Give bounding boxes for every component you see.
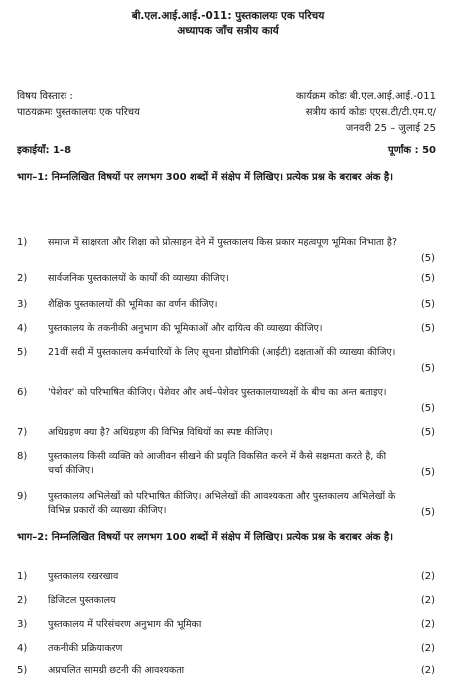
question-number: 1): [17, 571, 28, 582]
question-number: 5): [17, 665, 28, 676]
question-text: अधिग्रहण क्या है? अधिग्रहण की विभिन्न विधियों का स्पष्ट कीजिए।: [48, 427, 273, 438]
max-marks: पूर्णांक : 50: [387, 145, 436, 156]
question-number: 3): [17, 299, 28, 310]
question-text: शैक्षिक पुस्तकालयों की भूमिका का वर्णन कीजिए।: [48, 299, 218, 310]
course-title: पाठयक्रमः पुस्तकालयः एक परिचय: [17, 107, 140, 118]
question-number: 4): [17, 323, 28, 334]
question-number: 8): [17, 451, 28, 462]
question-text: पुस्तकालय में परिसंचरण अनुभाग की भूमिका: [48, 619, 202, 630]
question-text: सार्वजनिक पुस्तकालयों के कार्यों की व्याख्या कीजिए।: [48, 273, 229, 284]
question-marks: (5): [420, 467, 435, 478]
question-marks: (5): [420, 273, 435, 284]
question-text: पुस्तकालय अभिलेखों को परिभाषित कीजिए। अभिलेखों की आवश्यकता और पुस्तकालय अभिलेखों के विभिन्न प्रकारों की व्याख्या कीजिए।: [48, 491, 396, 516]
question-number: 2): [17, 595, 28, 606]
question-number: 9): [17, 491, 28, 502]
assignment-code: सत्रीय कार्य कोडः एएस.टी/टी.एम.ए/: [305, 107, 436, 118]
section2-instruction: भाग–2: निम्नलिखित विषयों पर लगभग 100 शब्दों में संक्षेप में लिखिए। प्रत्येक प्रश्न के बराबर अंक है।: [17, 532, 394, 543]
document-title: बी.एल.आई.आई.-011: पुस्तकालयः एक परिचय: [131, 10, 325, 22]
course-code: कार्यक्रम कोडः बी.एल.आई.आई.-011: [295, 91, 436, 102]
session: जनवरी 25 – जुलाई 25: [345, 123, 436, 134]
question-text: तकनीकी प्रक्रियाकरण: [48, 643, 123, 654]
question-marks: (5): [420, 403, 435, 414]
subject-label: विषय विस्तारः :: [17, 91, 73, 102]
question-number: 1): [17, 237, 28, 248]
question-text: 'पेशेवर' को परिभाषित कीजिए। पेशेवर और अर्ध–पेशेवर पुस्तकालयाध्यक्षों के बीच का अन्त बताइए।: [48, 387, 387, 398]
question-marks: (5): [420, 363, 435, 374]
section1-instruction: भाग–1: निम्नलिखित विषयों पर लगभग 300 शब्दों में संक्षेप में लिखिए। प्रत्येक प्रश्न के बराबर अंक है।: [17, 172, 394, 183]
question-text: पुस्तकालय किसी व्यक्ति को आजीवन सीखने की प्रवृति विकसित करने में कैसे सक्षमता करते है, की चर्चा कीजिए।: [48, 451, 387, 476]
question-number: 5): [17, 347, 28, 358]
question-number: 7): [17, 427, 28, 438]
question-marks: (5): [420, 323, 435, 334]
question-marks: (2): [420, 619, 435, 630]
question-marks: (2): [420, 595, 435, 606]
units: इकाईयाँ: 1-8: [17, 145, 72, 156]
question-text: पुस्तकालय के तकनीकी अनुभाग की भूमिकाओं और दायित्व की व्याख्या कीजिए।: [48, 323, 323, 334]
question-marks: (5): [420, 299, 435, 310]
question-text: पुस्तकालय रखरखाव: [48, 571, 119, 582]
question-number: 4): [17, 643, 28, 654]
question-text: अप्रचलित सामग्री छटनी की आवश्यकता: [48, 665, 185, 676]
question-marks: (2): [420, 665, 435, 676]
question-number: 2): [17, 273, 28, 284]
question-number: 3): [17, 619, 28, 630]
question-marks: (5): [420, 507, 435, 518]
question-text: डिजिटल पुस्तकालय: [48, 595, 116, 606]
document-subtitle: अध्यापक जाँच सत्रीय कार्य: [177, 25, 279, 37]
question-marks: (2): [420, 571, 435, 582]
question-text: समाज में साक्षरता और शिक्षा को प्रोत्साहन देने में पुस्तकालय किस प्रकार महत्वपूण भूमिका निभाता है?: [48, 237, 398, 248]
question-marks: (5): [420, 427, 435, 438]
question-text: 21वीं सदी में पुस्तकालय कर्मचारियों के लिए सूचना प्रौद्योगिकी (आईटी) दक्षताओं की व्याख्या कीजिए।: [48, 347, 396, 358]
question-marks: (2): [420, 643, 435, 654]
question-marks: (5): [420, 253, 435, 264]
question-number: 6): [17, 387, 28, 398]
